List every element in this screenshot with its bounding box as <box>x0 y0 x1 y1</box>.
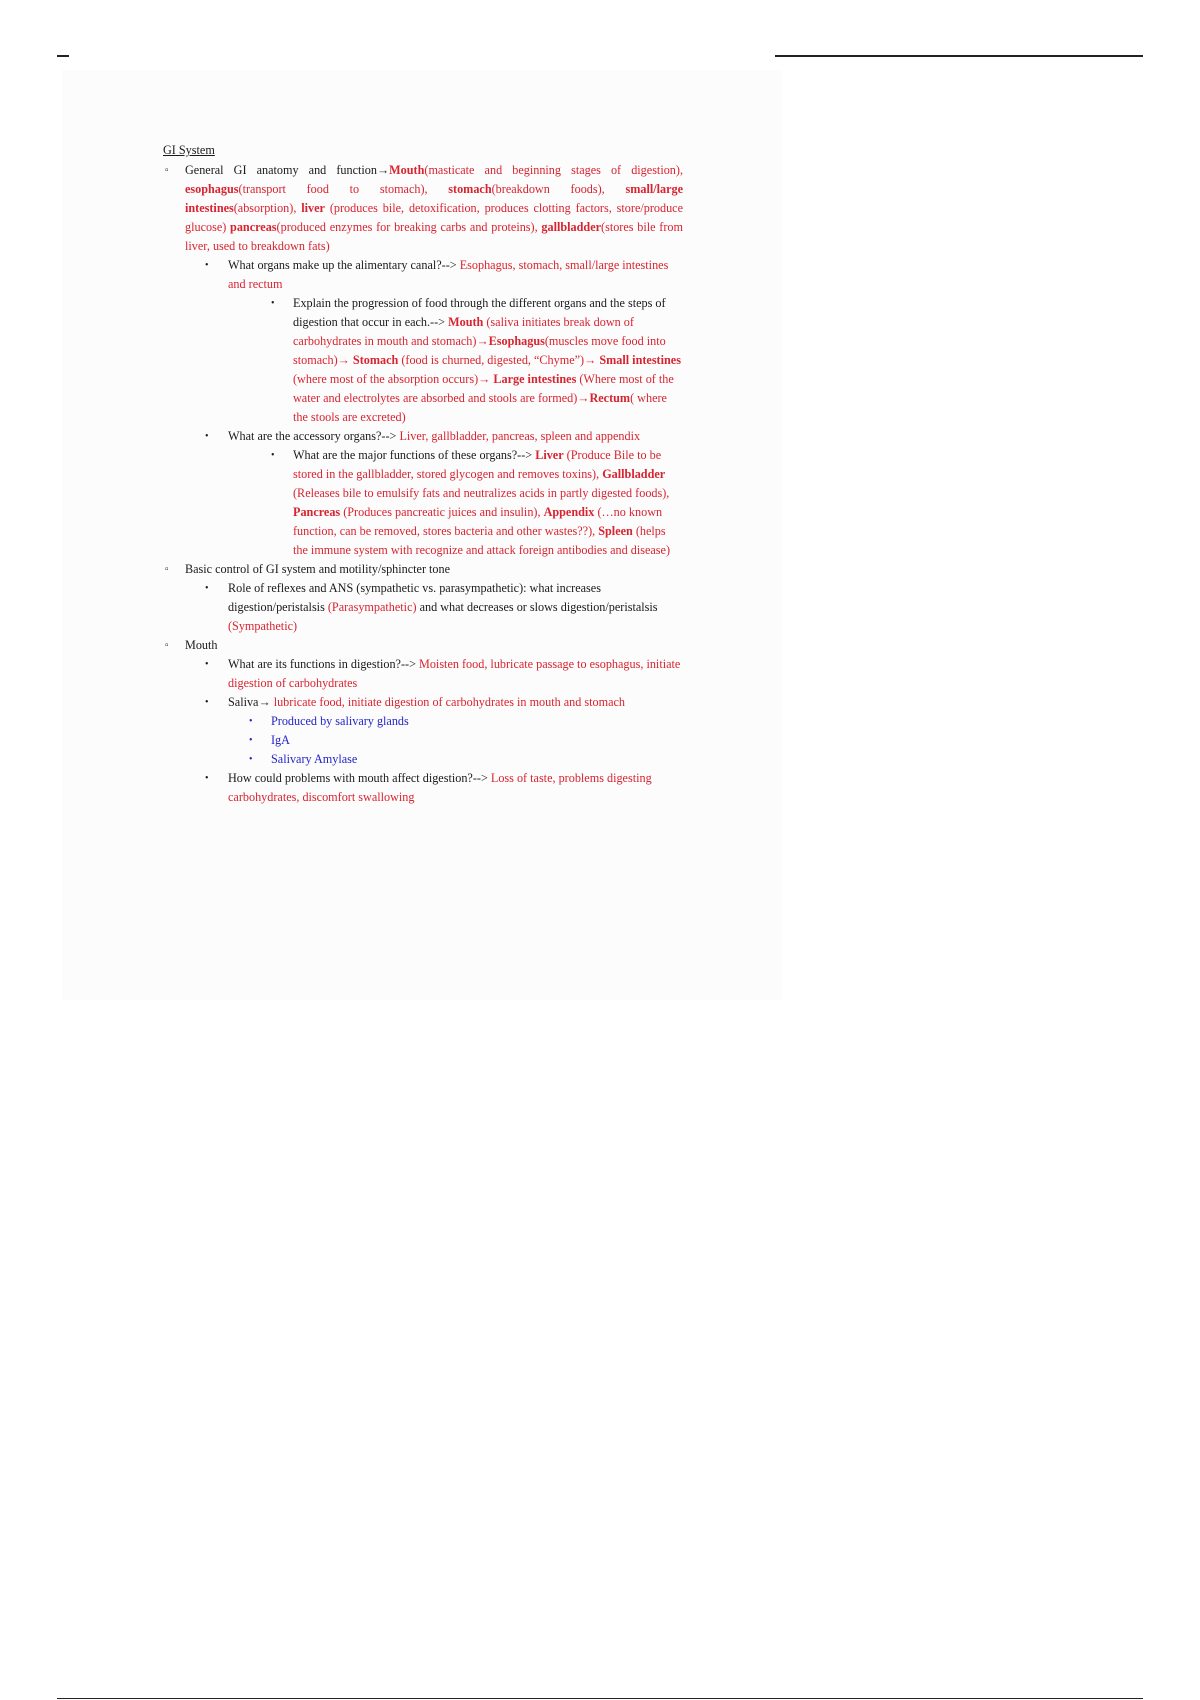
section-heading: Basic control of GI system and motility/sphincter tone <box>185 562 451 576</box>
organ-name: liver <box>301 201 325 215</box>
section-mouth <box>163 636 683 655</box>
answer-text: Loss of taste, problems digesting carbohydrates, discomfort swallowing <box>228 771 652 804</box>
organ-function: (Releases bile to emulsify fats and neutralizes acids in partly digested foods), <box>293 486 670 500</box>
answer-text: Liver, gallbladder, pancreas, spleen and appendix <box>399 429 641 443</box>
section-general-anatomy <box>163 161 683 256</box>
organ-name: pancreas <box>230 220 277 234</box>
step-description: (where most of the absorption occurs)→ <box>293 372 494 386</box>
step-name: Small intestines <box>599 353 681 367</box>
step-name: →Rectum <box>577 391 631 405</box>
study-guide-document <box>163 141 683 807</box>
question-text: What organs make up the alimentary canal?--> <box>228 258 460 272</box>
question-alimentary-canal <box>163 256 683 294</box>
bullet-icon: • <box>205 773 209 784</box>
square-bullet-icon: ▫ <box>165 165 169 176</box>
step-name: →Esophagus <box>476 334 545 348</box>
organ-name: Mouth <box>389 163 425 177</box>
organ-description: (absorption), <box>233 201 302 215</box>
answer-text: Moisten food, lubricate passage to esophagus, initiate digestion of carbohydrates <box>228 657 681 690</box>
bullet-icon: • <box>205 583 209 594</box>
section-basic-control <box>163 560 683 579</box>
organ-name: Pancreas <box>293 505 341 519</box>
square-bullet-icon: ▫ <box>165 640 169 651</box>
organ-function: (Produce Bile to be stored in the gallbladder, stored glycogen and removes toxins), <box>293 448 662 481</box>
question-text: Explain the progression of food through the different organs and the steps of digestion that occur in each.--> <box>293 296 666 329</box>
step-description: (Where most of the water and electrolytes are absorbed and stools are formed) <box>293 372 674 405</box>
arrow-icon: → <box>258 695 274 709</box>
saliva-subitem-text: IgA <box>271 733 290 747</box>
question-text: Role of reflexes and ANS (sympathetic vs. parasympathetic): what increases digestion/peristalsis <box>228 581 601 614</box>
bullet-icon: • <box>205 697 209 708</box>
saliva-subitem <box>163 750 683 769</box>
header-rule-left <box>57 55 69 57</box>
organ-function: (helps the immune system with recognize and attack foreign antibodies and disease) <box>293 524 671 557</box>
saliva-item <box>163 693 683 712</box>
saliva-subitem <box>163 731 683 750</box>
saliva-subitem-text: Salivary Amylase <box>271 752 358 766</box>
question-organ-functions <box>163 446 683 560</box>
organ-name: Spleen <box>598 524 633 538</box>
step-name: Large intestines <box>493 372 577 386</box>
step-description: (muscles move food into stomach)→ <box>293 334 666 367</box>
question-food-progression <box>163 294 683 427</box>
saliva-subitem-text: Produced by salivary glands <box>271 714 409 728</box>
arrow-icon: → <box>376 163 390 177</box>
saliva-subitem <box>163 712 683 731</box>
question-text: What are the accessory organs?--> <box>228 429 400 443</box>
bullet-icon: • <box>271 450 275 461</box>
bullet-icon: • <box>249 754 253 765</box>
organ-description: (transport food to stomach), <box>238 182 449 196</box>
organ-name: small/large intestines <box>185 182 683 215</box>
organ-description: (masticate and beginning stages of digestion), <box>424 163 683 177</box>
document-title: GI System <box>163 143 215 157</box>
question-text: What are its functions in digestion?--> <box>228 657 419 671</box>
step-description: (food is churned, digested, “Chyme”)→ <box>398 353 600 367</box>
organ-name: gallbladder <box>541 220 602 234</box>
question-accessory-organs <box>163 427 683 446</box>
bullet-icon: • <box>249 735 253 746</box>
step-description: ( where the stools are excreted) <box>293 391 667 424</box>
question-text: How could problems with mouth affect digestion?--> <box>228 771 491 785</box>
organ-function: (Produces pancreatic juices and insulin), <box>340 505 544 519</box>
bullet-icon: • <box>271 298 275 309</box>
bullet-icon: • <box>249 716 253 727</box>
answer-text: Esophagus, stomach, small/large intestines and rectum <box>228 258 669 291</box>
organ-name: stomach <box>448 182 492 196</box>
step-name: Mouth <box>448 315 484 329</box>
answer-text: (Parasympathetic) <box>327 600 417 614</box>
question-reflexes-ans <box>163 579 683 636</box>
question-mouth-problems <box>163 769 683 807</box>
saliva-label: Saliva <box>228 695 259 709</box>
organ-description: (produces bile, detoxification, produces clotting factors, store/produce glucose) <box>185 201 683 234</box>
bullet-icon: • <box>205 659 209 670</box>
organ-name: Gallbladder <box>602 467 666 481</box>
section-heading: Mouth <box>185 638 218 652</box>
step-description: (saliva initiates break down of carbohydrates in mouth and stomach) <box>293 315 634 348</box>
organ-name: esophagus <box>185 182 239 196</box>
question-mouth-functions <box>163 655 683 693</box>
bullet-icon: • <box>205 260 209 271</box>
bullet-icon: • <box>205 431 209 442</box>
header-rule-right <box>775 55 1143 57</box>
organ-name: Liver <box>535 448 564 462</box>
organ-description: (breakdown foods), <box>491 182 626 196</box>
step-name: Stomach <box>352 353 399 367</box>
organ-description: (produced enzymes for breaking carbs and proteins), <box>276 220 542 234</box>
question-text: and what decreases or slows digestion/peristalsis <box>416 600 658 614</box>
organ-function: (…no known function, can be removed, stores bacteria and other wastes??), <box>293 505 663 538</box>
organ-name: Appendix <box>543 505 595 519</box>
answer-text: (Sympathetic) <box>228 619 298 633</box>
answer-text: lubricate food, initiate digestion of carbohydrates in mouth and stomach <box>273 695 626 709</box>
organ-description: (stores bile from liver, used to breakdown fats) <box>185 220 683 253</box>
footer-rule <box>57 1698 1143 1699</box>
square-bullet-icon: ▫ <box>165 564 169 575</box>
question-text: What are the major functions of these organs?--> <box>293 448 536 462</box>
section-heading: General GI anatomy and function <box>185 163 377 177</box>
